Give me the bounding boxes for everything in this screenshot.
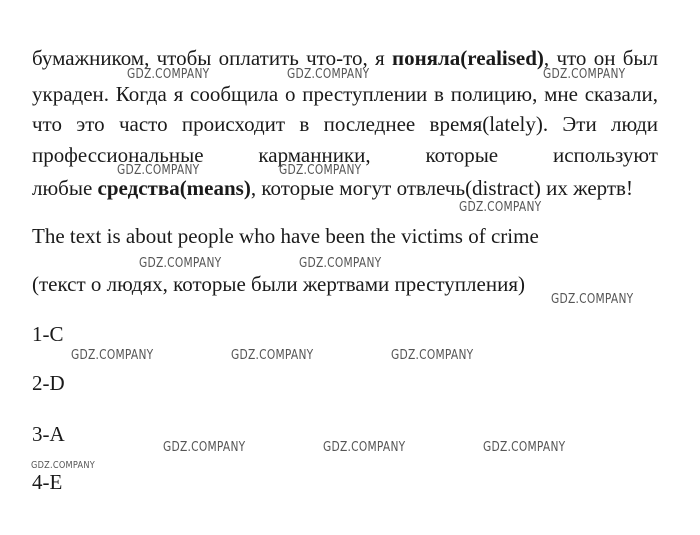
watermark: GDZ.COMPANY [323,440,406,455]
answer-2: 2-D [32,371,65,395]
watermark: GDZ.COMPANY [543,67,626,82]
watermark: GDZ.COMPANY [459,200,542,215]
summary-russian: (текст о людях, которые были жертвами преступления) [32,272,525,296]
bold-term-means: средства(means) [97,176,251,200]
answer-3: 3-A [32,422,65,446]
watermark: GDZ.COMPANY [31,460,96,471]
paragraph-line-1: бумажником, чтобы оплатить что-то, я поняла(realised), что он был [32,46,658,70]
watermark: GDZ.COMPANY [139,256,222,271]
watermark: GDZ.COMPANY [551,292,634,307]
paragraph-line-3: что это часто происходит в последнее время(lately). Эти люди [32,112,658,136]
watermark: GDZ.COMPANY [117,163,200,178]
paragraph-line-5: любые средства(means), которые могут отвлечь(distract) их жертв! [32,176,633,200]
summary-english: The text is about people who have been the victims of crime [32,224,539,248]
watermark: GDZ.COMPANY [127,67,210,82]
watermark: GDZ.COMPANY [391,348,474,363]
paragraph-line-2: украден. Когда я сообщила о преступлении в полицию, мне сказали, [32,82,658,106]
answer-4: 4-E [32,470,63,494]
paragraph-line-4: профессиональные карманники, которые используют [32,143,658,167]
watermark: GDZ.COMPANY [163,440,246,455]
watermark: GDZ.COMPANY [483,440,566,455]
watermark: GDZ.COMPANY [299,256,382,271]
watermark: GDZ.COMPANY [71,348,154,363]
watermark: GDZ.COMPANY [279,163,362,178]
bold-term-realised: поняла(realised) [391,46,544,70]
watermark: GDZ.COMPANY [287,67,370,82]
answer-1: 1-C [32,322,64,346]
watermark: GDZ.COMPANY [231,348,314,363]
